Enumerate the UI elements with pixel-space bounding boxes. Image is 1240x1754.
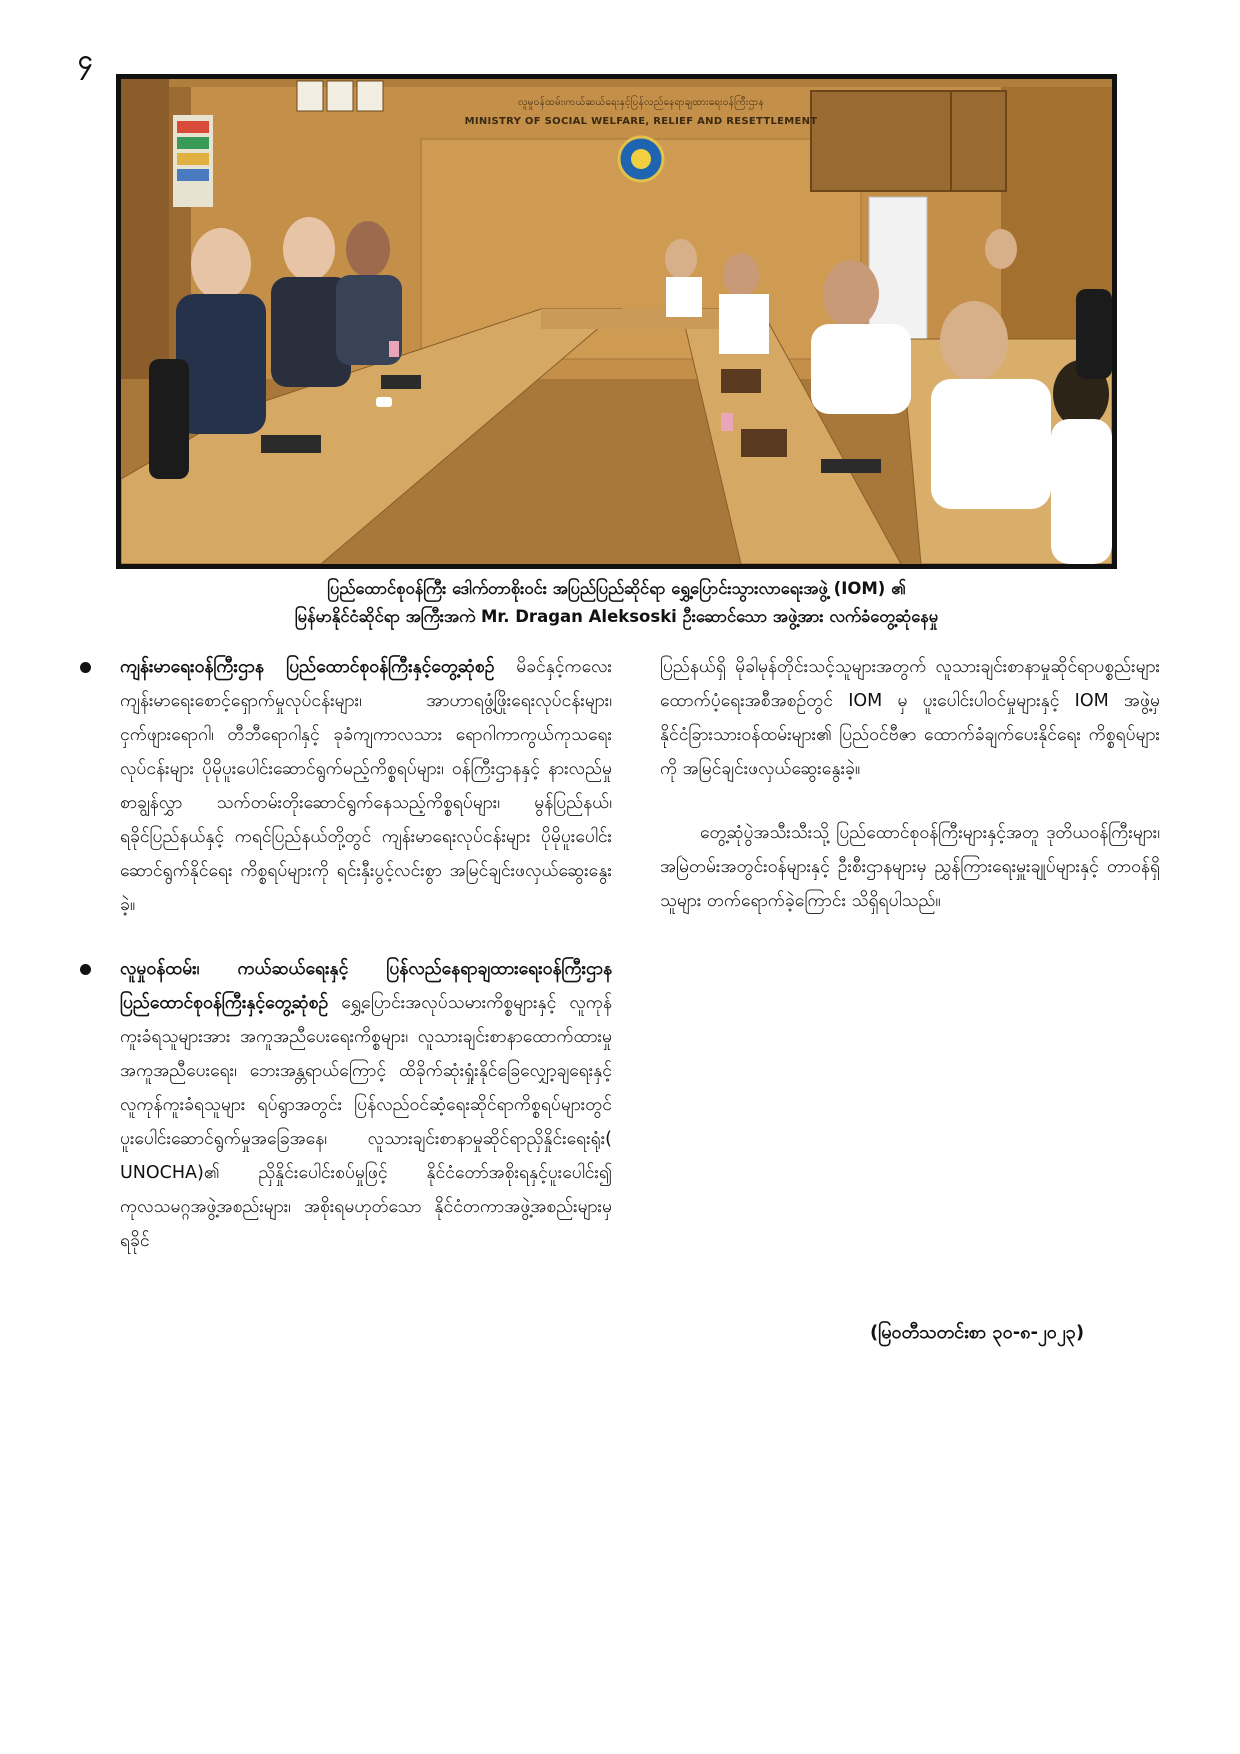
paragraph-social-welfare <box>120 952 612 1258</box>
meeting-photo <box>116 74 1117 569</box>
caption-line-1: ပြည်ထောင်စုဝန်ကြီး ဒေါက်တာစိုးဝင်း အပြည်ပြည်ဆိုင်ရာ ရွှေ့ပြောင်းသွားလာရေးအဖွဲ့ (IOM) ၏ <box>327 579 906 598</box>
body-health: မိခင်နှင့်ကလေး ကျန်းမာရေးစောင့်ရှောက်မှုလုပ်ငန်းများ၊ အာဟာရဖွံ့ဖြိုးရေးလုပ်ငန်းများ၊ ငှက်ဖျားရောဂါ၊ တီဘီရောဂါနှင့် ခုခံကျကာလသား ရောဂါကာကွယ်ကုသရေးလုပ်ငန်းများ ပိုမိုပူးပေါင်းဆောင်ရွက်မည့်ကိစ္စရပ်များ၊ ဝန်ကြီးဌာနနှင့် နားလည်မှုစာချွန်လွှာ သက်တမ်းတိုးဆောင်ရွက်နေသည့်ကိစ္စရပ်များ၊ မွန်ပြည်နယ်၊ ရခိုင်ပြည်နယ်နှင့် ကရင်ပြည်နယ်တို့တွင် ကျန်းမာရေးလုပ်ငန်းများ ပိုမိုပူးပေါင်းဆောင်ရွက်နိုင်ရေး ကိစ္စရပ်များကို ရင်းနှီးပွင့်လင်းစွာ အမြင်ချင်းဖလှယ်ဆွေးနွေးခဲ့။ <box>120 657 612 915</box>
heading-health: ကျန်းမာရေးဝန်ကြီးဌာန ပြည်ထောင်စုဝန်ကြီးနှင့်တွေ့ဆုံစဉ် <box>120 657 495 677</box>
body-social-welfare: ရွှေ့ပြောင်းအလုပ်သမားကိစ္စများနှင့် လူကုန်ကူးခံရသူများအား အကူအညီပေးရေးကိစ္စများ၊ လူသားချင်းစာနာထောက်ထားမှု အကူအညီပေးရေး၊ ဘေးအန္တရာယ်ကြောင့် ထိခိုက်ဆုံးရှုံးနိုင်ခြေလျှော့ချရေးနှင့် လူကုန်ကူးခံရသူများ ရပ်ရွာအတွင်း ပြန်လည်ဝင်ဆံ့ရေးဆိုင်ရာကိစ္စရပ်များတွင် ပူးပေါင်းဆောင်ရွက်မှုအခြေအနေ၊ လူသားချင်းစာနာမှုဆိုင်ရာညှိနှိုင်းရေးရုံး( UNOCHA)၏ ညှိနှိုင်းပေါင်းစပ်မှုဖြင့် နိုင်ငံတော်အစိုးရနှင့်ပူးပေါင်း၍ ကုလသမဂ္ဂအဖွဲ့အစည်းများ၊ အစိုးရမဟုတ်သော နိုင်ငံတကာအဖွဲ့အစည်းများမှ ရခိုင် <box>120 993 612 1251</box>
paragraph-continued: ပြည်နယ်ရှိ မိုခါမုန်တိုင်းသင့်သူများအတွက် လူသားချင်းစာနာမှုဆိုင်ရာပစ္စည်းများ ထောက်ပံ့ရေးအစီအစဉ်တွင် IOM မှ ပူးပေါင်းပါဝင်မှုများနှင့် IOM အဖွဲ့မှ နိုင်ငံခြားသားဝန်ထမ်းများ၏ ပြည်ဝင်ဗီဇာ ထောက်ခံချက်ပေးနိုင်ရေး ကိစ္စရပ်များကို အမြင်ချင်းဖလှယ်ဆွေးနွေးခဲ့။ <box>660 657 1160 779</box>
bullet-item-social-welfare <box>72 952 612 1258</box>
paragraph-attendees: တွေ့ဆုံပွဲအသီးသီးသို့ ပြည်ထောင်စုဝန်ကြီးများနှင့်အတူ ဒုတိယဝန်ကြီးများ၊ အမြဲတမ်းအတွင်းဝန်များနှင့် ဦးစီးဌာနများမှ ညွှန်ကြားရေးမှူးချုပ်များနှင့် တာဝန်ရှိသူများ တက်ရောက်ခဲ့ကြောင်း သိရှိရပါသည်။ <box>660 823 1160 911</box>
news-source: (မြဝတီသတင်းစာ ၃၀-၈-၂၀၂၃) <box>870 1322 1085 1343</box>
right-column <box>660 650 1160 948</box>
page-number: ၄ <box>78 45 93 75</box>
bullet-icon <box>80 964 91 975</box>
bullet-icon <box>80 662 91 673</box>
paragraph-health <box>120 650 612 922</box>
meeting-photo-illustration <box>121 79 1112 564</box>
ministry-wall-sign <box>421 95 861 127</box>
ministry-wall-title-en: MINISTRY OF SOCIAL WELFARE, RELIEF AND RESETTLEMENT <box>464 116 818 127</box>
heading-social-welfare: လူမှုဝန်ထမ်း၊ ကယ်ဆယ်ရေးနှင့် ပြန်လည်နေရာချထားရေးဝန်ကြီးဌာန ပြည်ထောင်စုဝန်ကြီးနှင့်တွေ့ဆုံစဉ် <box>120 959 612 1013</box>
caption-line-2: မြန်မာနိုင်ငံဆိုင်ရာ အကြီးအကဲ Mr. Dragan Aleksoski ဦးဆောင်သော အဖွဲ့အား လက်ခံတွေ့ဆုံနေမှု <box>294 607 939 626</box>
ministry-wall-title-mm: လူမှုဝန်ထမ်း၊ကယ်ဆယ်ရေးနှင့်ပြန်လည်နေရာချထားရေးဝန်ကြီးဌာန <box>518 97 764 108</box>
photo-caption <box>116 575 1117 631</box>
bullet-item-health <box>72 650 612 922</box>
left-column <box>72 650 612 1288</box>
